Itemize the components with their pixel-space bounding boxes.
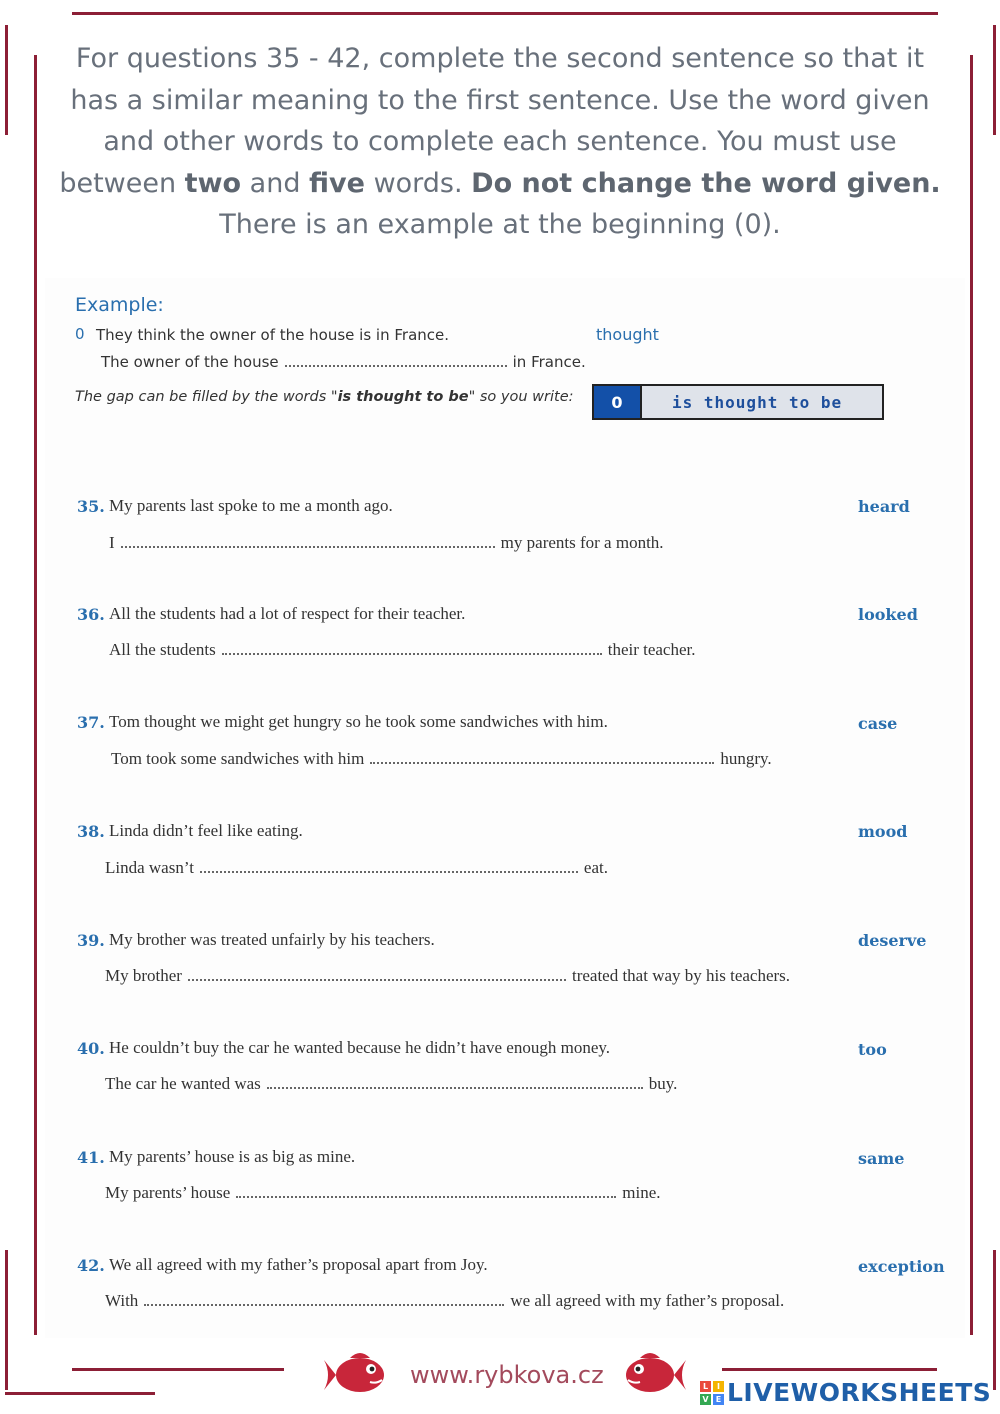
- question-38-sentence: Linda didn’t feel like eating.: [109, 821, 303, 840]
- exercise-scan-area: [45, 278, 965, 1338]
- question-37-number: 37.: [77, 713, 105, 732]
- footer-url[interactable]: www.rybkova.cz: [410, 1361, 604, 1389]
- question-36-keyword: looked: [858, 605, 918, 624]
- liveworksheets-logo-text: LIVEWORKSHEETS: [727, 1378, 992, 1407]
- example-number: 0: [75, 325, 85, 343]
- question-42-sentence: We all agreed with my father’s proposal apart from Joy.: [109, 1255, 488, 1274]
- question-42-gap[interactable]: [144, 1292, 504, 1306]
- question-40-keyword: too: [858, 1040, 887, 1059]
- frame-bottom-left-line: [72, 1368, 284, 1371]
- example-second-end: in France.: [512, 353, 586, 371]
- question-39-gap[interactable]: [188, 967, 566, 981]
- question-37-sentence: Tom thought we might get hungry so he took some sandwiches with him.: [109, 712, 608, 731]
- example-title: Example:: [75, 294, 164, 316]
- question-35-sentence: My parents last spoke to me a month ago.: [109, 496, 393, 515]
- question-40-sentence: He couldn’t buy the car he wanted because he didn’t have enough money.: [109, 1038, 611, 1057]
- question-39-sentence: My brother was treated unfairly by his teachers.: [109, 930, 435, 949]
- example-sentence: They think the owner of the house is in France.: [96, 326, 450, 344]
- question-39-gap-line: My brother treated that way by his teachers.: [105, 966, 791, 985]
- instructions-text: For questions 35 - 42, complete the second sentence so that it has a similar meaning to the first sentence. Use the word given and other words to complete each sentence. You must use between two and five words. Do not change the word given. There is an example at the beginning (0).: [59, 43, 941, 240]
- question-35-number: 35.: [77, 497, 105, 516]
- question-41-number: 41.: [77, 1148, 105, 1167]
- question-42-gap-line: With we all agreed with my father’s proposal.: [105, 1291, 785, 1310]
- fish-left-icon: [322, 1350, 388, 1400]
- question-36-gap[interactable]: [222, 641, 602, 655]
- frame-left-top-line: [5, 25, 8, 135]
- question-42-number: 42.: [77, 1256, 105, 1275]
- question-37-gap[interactable]: [370, 750, 714, 764]
- question-40-gap-line: The car he wanted was buy.: [105, 1074, 678, 1093]
- example-keyword: thought: [596, 325, 659, 344]
- question-36-number: 36.: [77, 605, 105, 624]
- frame-right-inner-line: [970, 55, 973, 1335]
- question-38-keyword: mood: [858, 822, 908, 841]
- question-38-gap[interactable]: [200, 859, 578, 873]
- question-42-keyword: exception: [858, 1257, 945, 1276]
- question-35-keyword: heard: [858, 497, 910, 516]
- question-41-gap-line: My parents’ house mine.: [105, 1183, 661, 1202]
- frame-left-bottom-line: [5, 1250, 8, 1390]
- example-gap: [285, 353, 507, 367]
- example-second-start: The owner of the house: [101, 353, 279, 371]
- frame-right-bottom-line: [993, 1250, 996, 1390]
- question-35-gap[interactable]: [121, 534, 495, 548]
- question-40-number: 40.: [77, 1039, 105, 1058]
- frame-right-top-line: [993, 25, 996, 135]
- question-35-gap-line: I my parents for a month.: [109, 533, 664, 552]
- question-40-gap[interactable]: [267, 1075, 643, 1089]
- question-41-gap[interactable]: [236, 1184, 616, 1198]
- question-36-sentence: All the students had a lot of respect for their teacher.: [109, 604, 466, 623]
- question-39-keyword: deserve: [858, 931, 927, 950]
- question-36-gap-line: All the students their teacher.: [109, 640, 696, 659]
- example-second-sentence: [101, 353, 586, 371]
- liveworksheets-logo-mark: L I V E: [700, 1381, 724, 1405]
- question-38-number: 38.: [77, 822, 105, 841]
- fish-right-icon: [622, 1350, 688, 1400]
- example-note: The gap can be filled by the words "is thought to be" so you write:: [75, 389, 574, 405]
- frame-top-line: [72, 12, 938, 15]
- example-answer-box: [592, 384, 884, 420]
- frame-bottom-corner-line: [5, 1392, 155, 1395]
- question-37-gap-line: Tom took some sandwiches with him hungry.: [111, 749, 772, 768]
- question-41-keyword: same: [858, 1149, 905, 1168]
- frame-left-inner-line: [34, 55, 37, 1335]
- question-38-gap-line: Linda wasn’t eat.: [105, 858, 608, 877]
- question-37-keyword: case: [858, 714, 898, 733]
- example-answer-number: 0: [594, 386, 642, 418]
- liveworksheets-logo[interactable]: [700, 1378, 991, 1407]
- question-39-number: 39.: [77, 931, 105, 950]
- example-answer-text: is thought to be: [642, 386, 882, 418]
- question-41-sentence: My parents’ house is as big as mine.: [109, 1147, 356, 1166]
- frame-bottom-right-line: [722, 1368, 937, 1371]
